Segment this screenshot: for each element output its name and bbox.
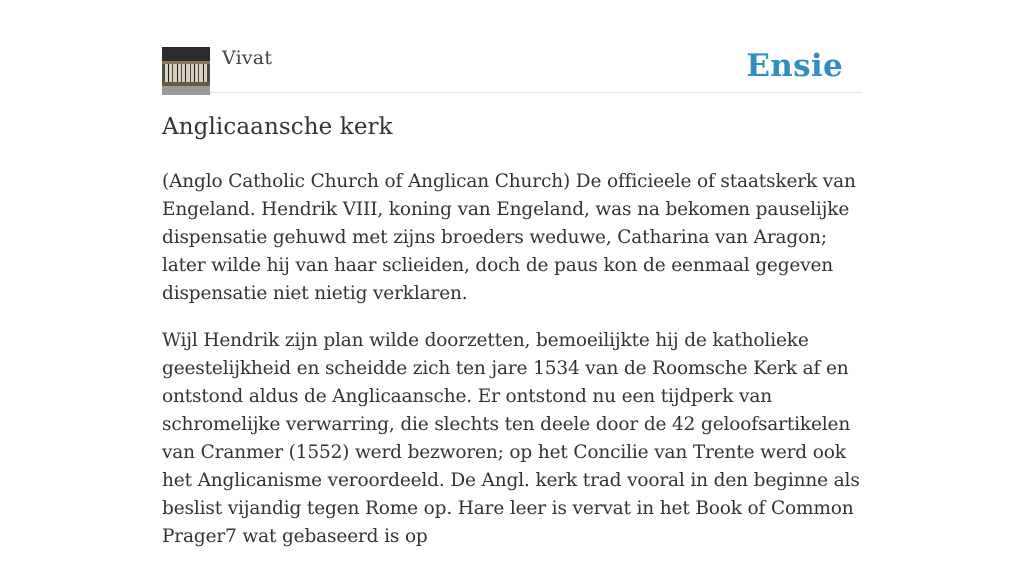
article-paragraph: Wijl Hendrik zijn plan wilde doorzetten, bemoeilijkte hij de katholieke geestelijkheid en scheidde zich ten jare 1534 van de Roomsche Kerk af en ontstond aldus de Anglicaansche. Er ontstond nu een tijdperk van schromelijke verwarring, die slechts ten deele door de 42 geloofsartikelen van Cranmer (1552) werd bezworen; op het Concilie van Trente werd ook het Anglicanisme veroordeeld. De Angl. kerk trad vooral in den beginne als beslist vijandig tegen Rome op. Hare leer is vervat in het Book of Common Prager7 wat gebaseerd is op [162, 330, 860, 547]
author-avatar[interactable] [162, 47, 210, 95]
article-paragraph: (Anglo Catholic Church of Anglican Church) De officieele of staatskerk van Engeland. Hendrik VIII, koning van Engeland, was na bekomen pauselijke dispensatie gehuwd met zijns broeders weduwe, Catharina van Aragon; later wilde hij van haar sclieiden, doch de paus kon de eenmaal gegeven dispensatie niet nietig verklaren. [162, 171, 856, 304]
author-name[interactable]: Vivat [222, 47, 273, 69]
bookshelf-avatar-icon [162, 47, 210, 95]
article-title: Anglicaansche kerk [162, 114, 393, 140]
site-header [162, 44, 862, 93]
site-logo[interactable]: Ensie [746, 48, 843, 84]
article-body [162, 168, 862, 570]
